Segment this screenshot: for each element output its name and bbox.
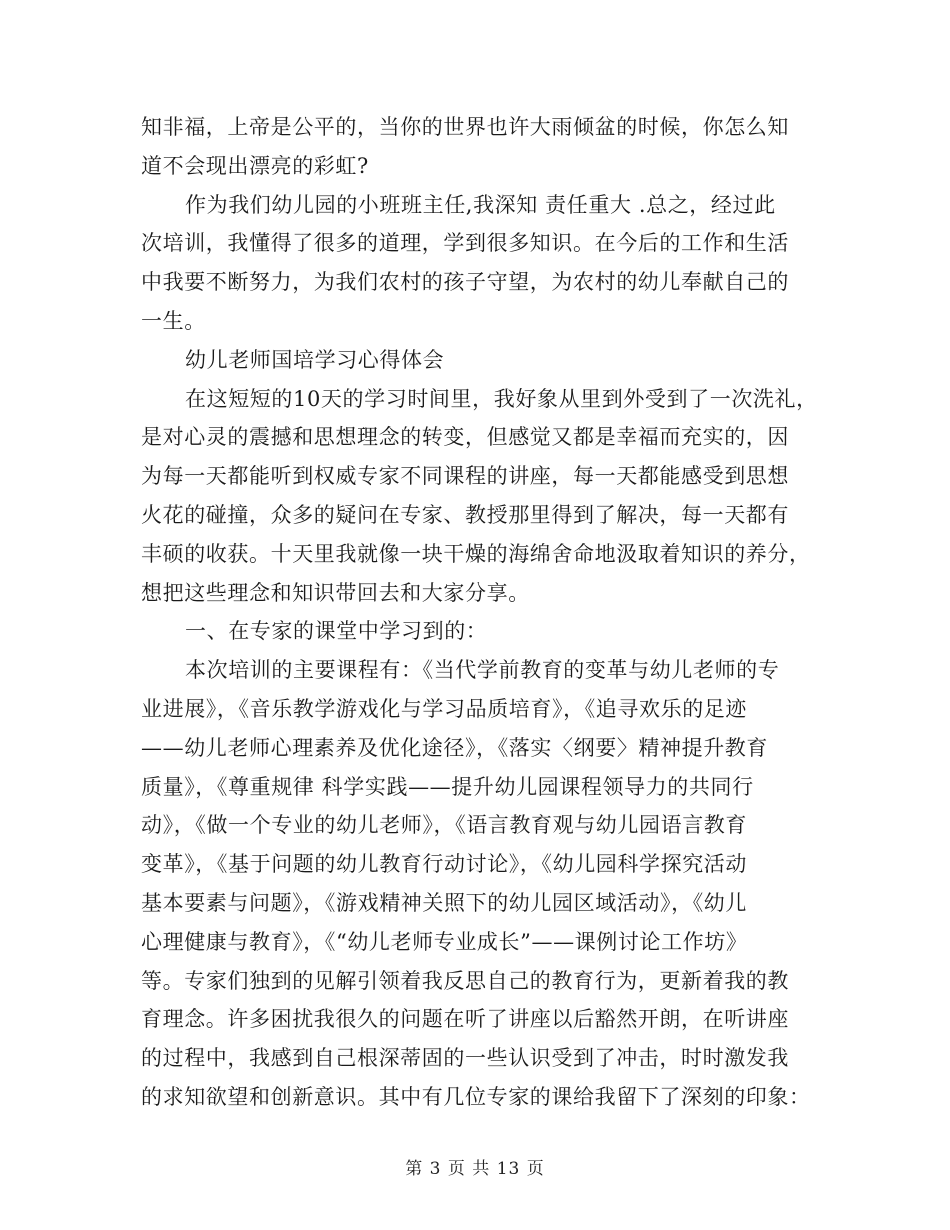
text-line: 动》，《做一个专业的幼儿老师》，《语言教育观与幼儿园语言教育: [141, 813, 747, 838]
text-line: 幼儿老师国培学习心得体会: [185, 347, 445, 372]
text-line: 的求知欲望和创新意识。其中有几位专家的课给我留下了深刻的印象：: [141, 1084, 811, 1109]
text-line: 本次培训的主要课程有：《当代学前教育的变革与幼儿老师的专: [185, 658, 780, 683]
text-line: 等。专家们独到的见解引领着我反思自己的教育行为，更新着我的教: [141, 968, 789, 993]
text-line: 作为我们幼儿园的小班班主任,我深知 责任重大 .总之，经过此: [185, 192, 776, 217]
text-line: 的过程中，我感到自己根深蒂固的一些认识受到了冲击，时时激发我: [141, 1046, 789, 1071]
text-line: 火花的碰撞，众多的疑问在专家、教授那里得到了解决，每一天都有: [141, 502, 789, 527]
text-line: ——幼儿老师心理素养及优化途径》，《落实〈纲要〉精神提升教育: [141, 735, 768, 760]
document-body: [141, 108, 821, 1117]
text-line: 基本要素与问题》，《游戏精神关照下的幼儿园区域活动》，《幼儿: [141, 890, 747, 915]
text-line: 是对心灵的震撼和思想理念的转变，但感觉又都是幸福而充实的，因: [141, 425, 789, 450]
text-line: 为每一天都能听到权威专家不同课程的讲座，每一天都能感受到思想: [141, 464, 789, 489]
text-line: 一、在专家的课堂中学习到的：: [185, 619, 488, 644]
text-line: 心理健康与教育》，《“幼儿老师专业成长”——课例讨论工作坊》: [141, 929, 748, 954]
text-line: 质量》，《尊重规律 科学实践——提升幼儿园课程领导力的共同行: [141, 774, 754, 799]
text-line: 丰硕的收获。十天里我就像一块干燥的海绵舍命地汲取着知识的养分，: [141, 541, 811, 566]
text-line: 一生。: [141, 308, 206, 333]
text-line: 知非福，上帝是公平的，当你的世界也许大雨倾盆的时候，你怎么知: [141, 115, 789, 139]
text-line: 在这短短的10天的学习时间里，我好象从里到外受到了一次洗礼，: [185, 386, 818, 411]
page-number-footer: 第 3 页 共 13 页: [405, 1159, 545, 1179]
text-line: 育理念。许多困扰我很久的问题在听了讲座以后豁然开朗，在听讲座: [141, 1007, 789, 1032]
text-line: 业进展》，《音乐教学游戏化与学习品质培育》，《追寻欢乐的足迹: [141, 696, 747, 721]
text-line: 道不会现出漂亮的彩虹?: [141, 153, 369, 178]
text-line: 次培训，我懂得了很多的道理，学到很多知识。在今后的工作和生活: [141, 231, 789, 256]
text-line: 中我要不断努力，为我们农村的孩子守望，为农村的幼儿奉献自己的: [141, 270, 789, 295]
text-line: 想把这些理念和知识带回去和大家分享。: [141, 580, 530, 605]
text-line: 变革》，《基于问题的幼儿教育行动讨论》，《幼儿园科学探究活动: [141, 852, 747, 877]
